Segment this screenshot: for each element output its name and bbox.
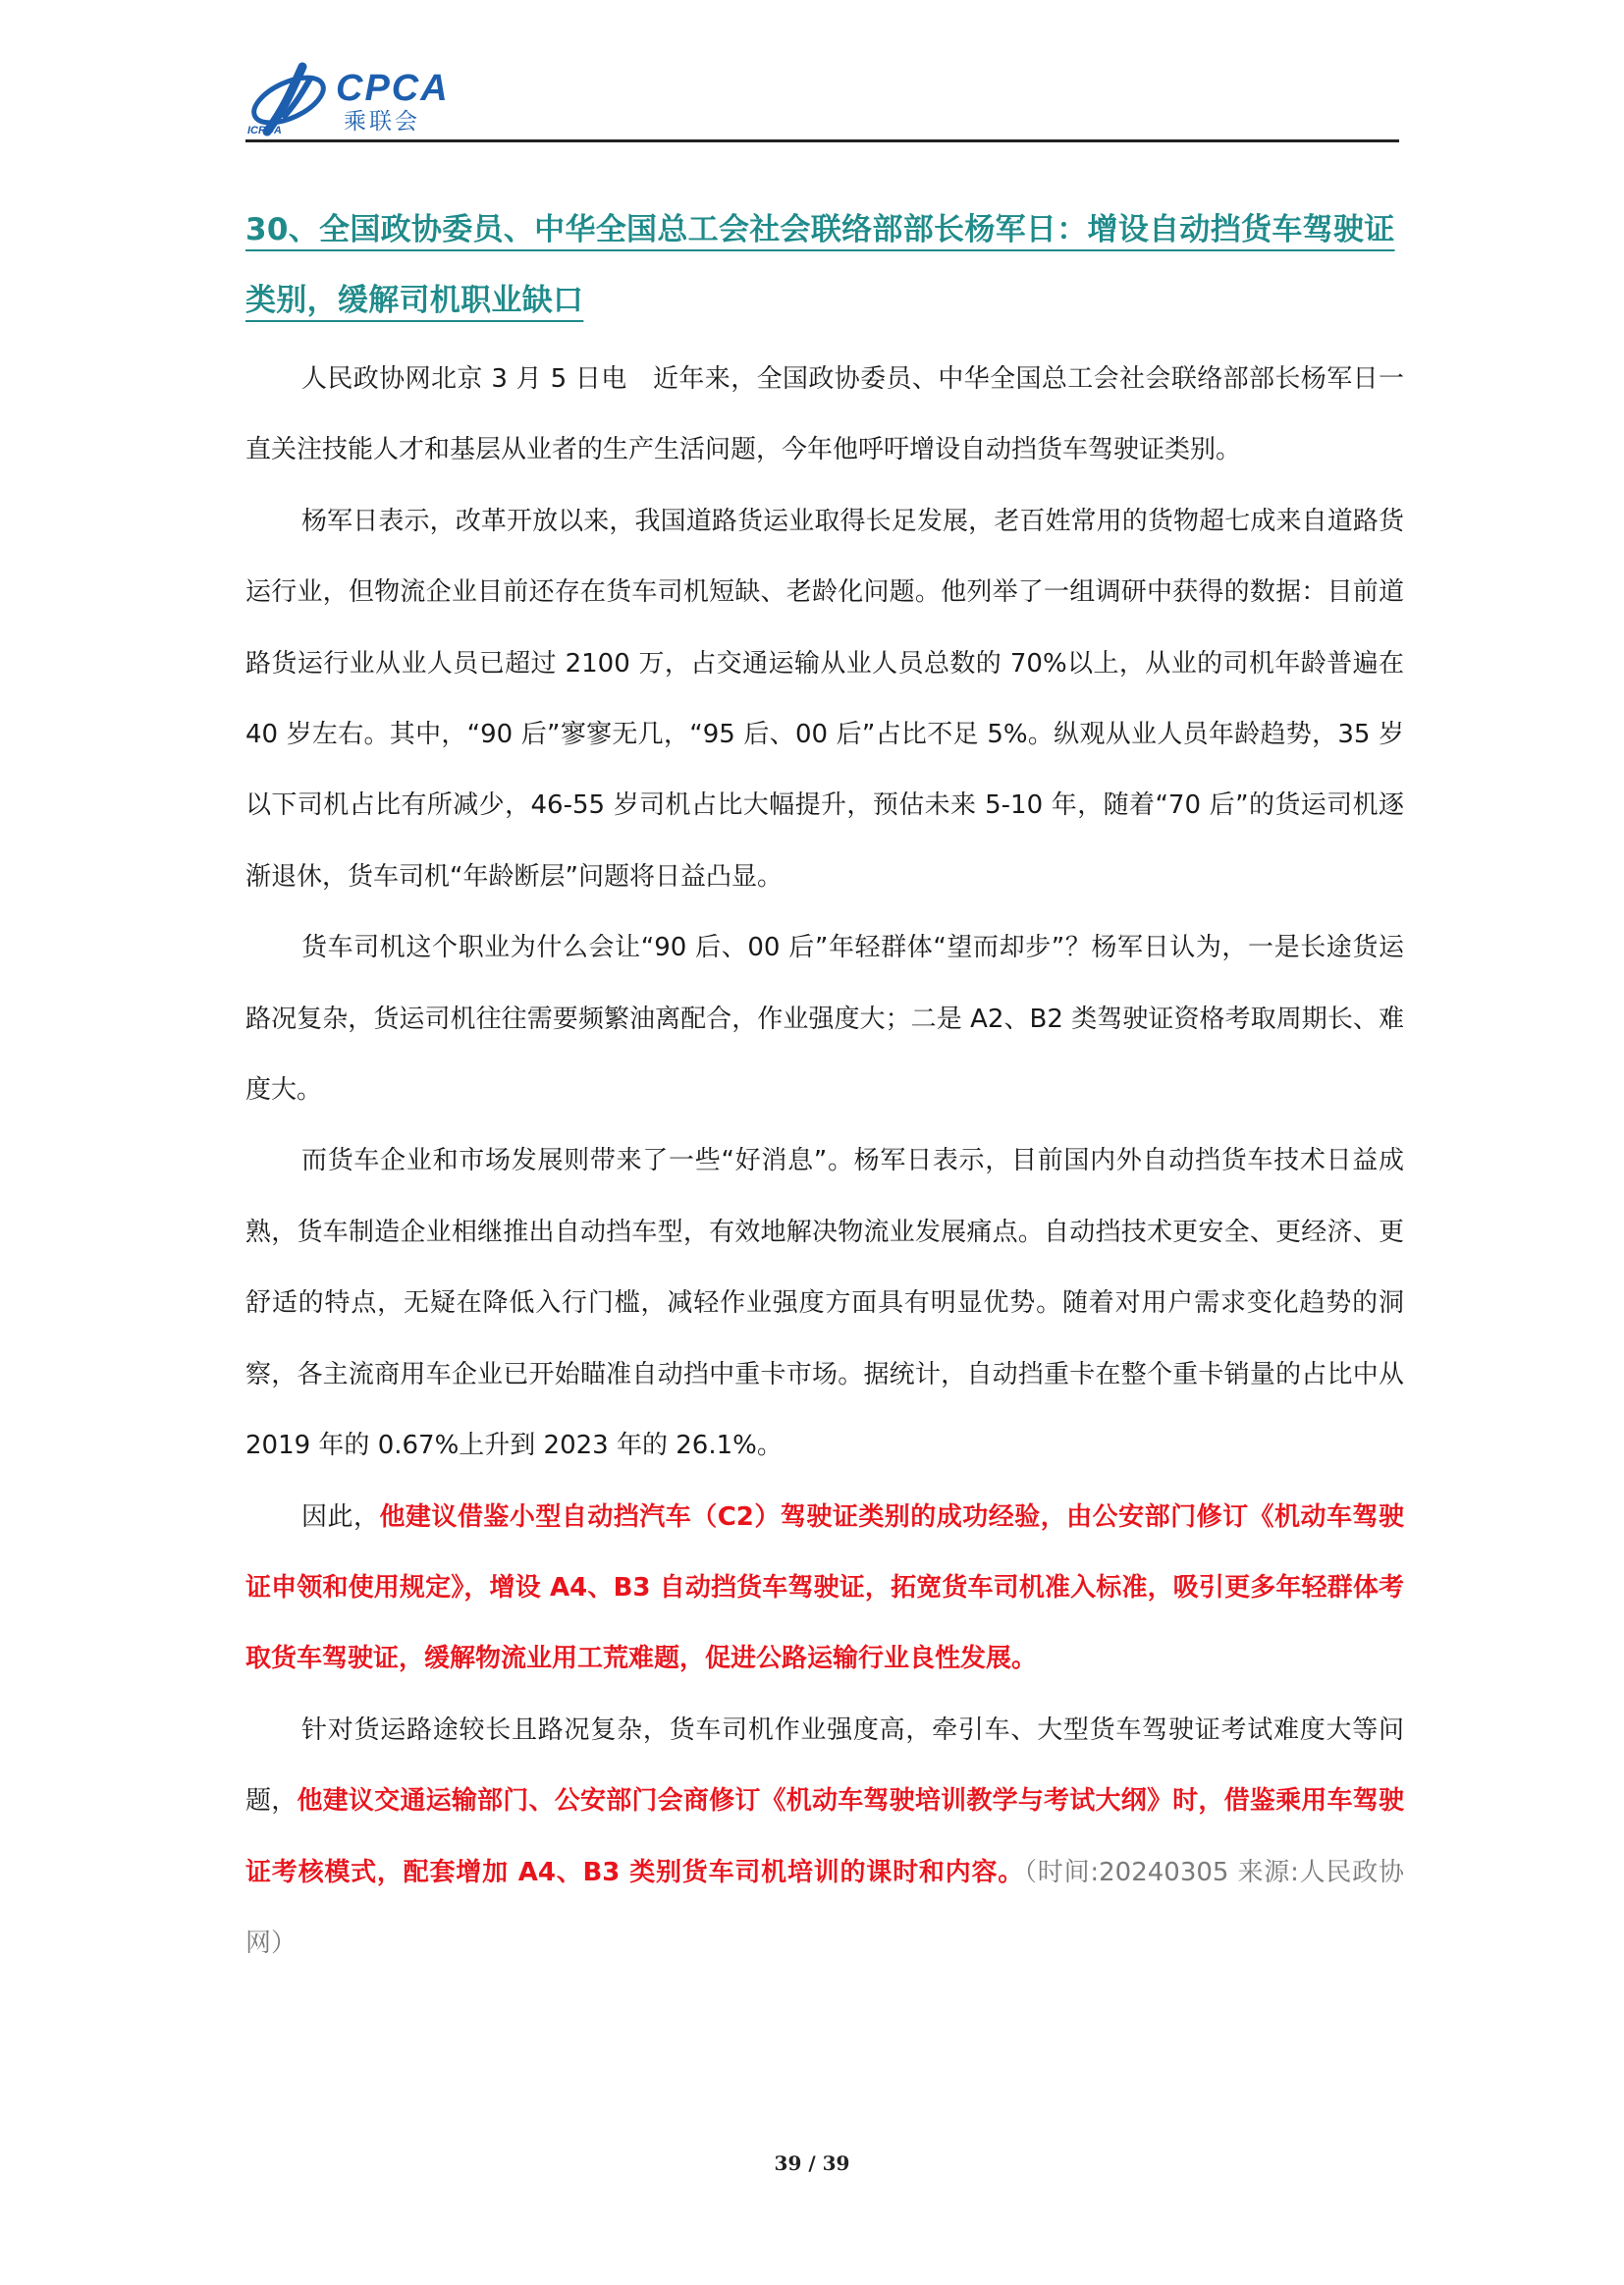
paragraph-5-highlight: 他建议借鉴小型自动挡汽车（C2）驾驶证类别的成功经验，由公安部门修订《机动车驾驶证申领和使用规定》，增设 A4、B3 自动挡货车驾驶证，拓宽货车司机准入标准，吸引更多年轻群体考取货车驾驶证，缓解物流业用工荒难题，促进公路运输行业良性发展。 bbox=[245, 1501, 1404, 1674]
logo-wordmark: CPCA bbox=[336, 68, 450, 109]
paragraph-6-lead: 针对货运路途较长且路况复杂，货车司机作业强度高，牵引车、大型货车驾驶证考试难度大等问题， bbox=[245, 1714, 1404, 1817]
paragraph-5 bbox=[245, 1482, 1404, 1695]
source-note: （时间:20240305 来源:人民政协网） bbox=[245, 1857, 1404, 1958]
paragraph-3: 货车司机这个职业为什么会让“90 后、00 后”年轻群体“望而却步”？杨军日认为，一是长途货运路况复杂，货运司机往往需要频繁油离配合，作业强度大；二是 A2、B2 类驾驶证资格考取周期长、难度大。 bbox=[245, 933, 1404, 1106]
article-title-text: 30、全国政协委员、中华全国总工会社会联络部部长杨军日：增设自动挡货车驾驶证类别，缓解司机职业缺口 bbox=[245, 212, 1395, 318]
header-divider bbox=[245, 139, 1399, 142]
page-number: 39 / 39 bbox=[774, 2151, 850, 2175]
cpca-logo bbox=[245, 59, 491, 141]
paragraph-4: 而货车企业和市场发展则带来了一些“好消息”。杨军日表示，目前国内外自动挡货车技术日益成熟，货车制造企业相继推出自动挡车型，有效地解决物流业发展痛点。自动挡技术更安全、更经济、更舒适的特点，无疑在降低入行门槛，减轻作业强度方面具有明显优势。随着对用户需求变化趋势的洞察，各主流商用车企业已开始瞄准自动挡中重卡市场。据统计，自动挡重卡在整个重卡销量的占比中从 2019 年的 0.67%上升到 2023 年的 26.1%。 bbox=[245, 1146, 1404, 1461]
paragraph-6 bbox=[245, 1695, 1404, 1980]
logo-subtitle: ICRDA bbox=[247, 125, 282, 136]
article-body bbox=[245, 344, 1404, 1979]
paragraph-6-highlight: 他建议交通运输部门、公安部门会商修订《机动车驾驶培训教学与考试大纲》时，借鉴乘用车驾驶证考核模式，配套增加 A4、B3 类别货车司机培训的课时和内容。 bbox=[245, 1786, 1404, 1887]
article-title bbox=[245, 194, 1404, 336]
page-header bbox=[245, 59, 1399, 141]
logo-chinese-name: 乘联会 bbox=[344, 109, 420, 135]
paragraph-5-lead: 因此， bbox=[301, 1501, 380, 1532]
paragraph-2: 杨军日表示，改革开放以来，我国道路货运业取得长足发展，老百姓常用的货物超七成来自道路货运行业，但物流企业目前还存在货车司机短缺、老龄化问题。他列举了一组调研中获得的数据：目前道路货运行业从业人员已超过 2100 万，占交通运输从业人员总数的 70%以上，从业的司机年龄普遍在 40 岁左右。其中，“90 后”寥寥无几，“95 后、00 后”占比不足 5%。纵观从业人员年龄趋势，35 岁以下司机占比有所减少，46-55 岁司机占比大幅提升，预估未来 5-10 年，随着“70 后”的货运司机逐渐退休，货车司机“年龄断层”问题将日益凸显。 bbox=[245, 506, 1405, 892]
paragraph-1: 人民政协网北京 3 月 5 日电 近年来，全国政协委员、中华全国总工会社会联络部部长杨军日一直关注技能人才和基层从业者的生产生活问题，今年他呼吁增设自动挡货车驾驶证类别。 bbox=[245, 364, 1404, 465]
